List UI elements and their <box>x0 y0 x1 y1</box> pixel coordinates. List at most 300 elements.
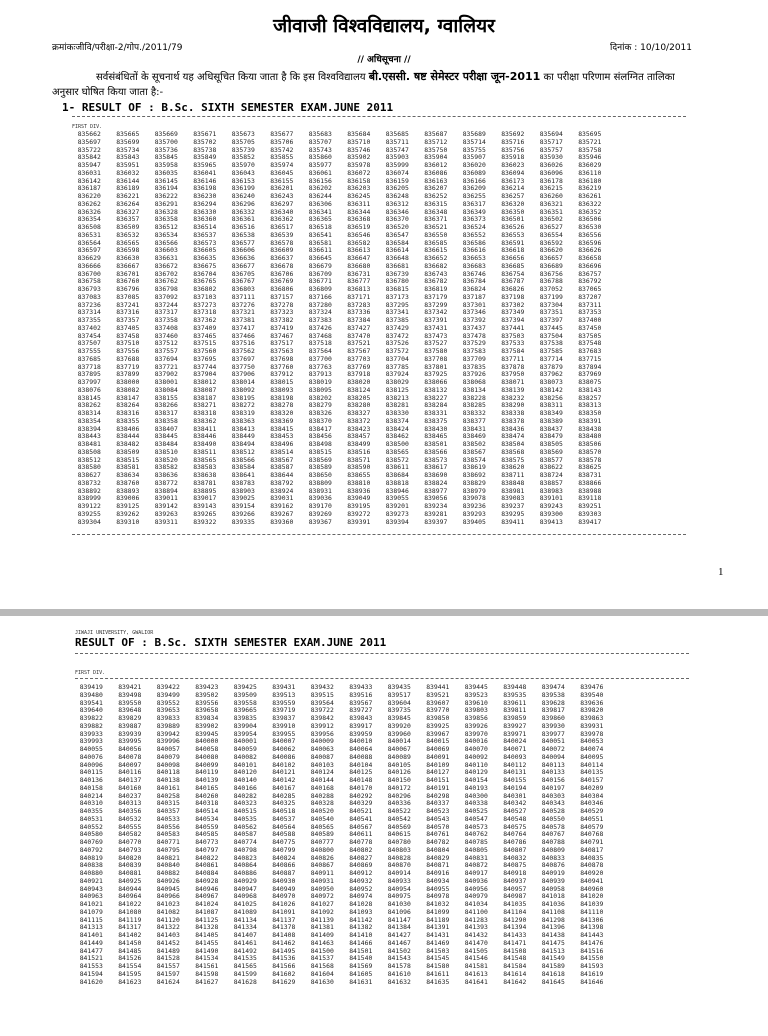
roll-number-cell: 836074 <box>385 168 409 177</box>
roll-number-cell: 839834 <box>195 714 219 722</box>
roll-number-cell: 840074 <box>580 745 604 753</box>
roll-number-cell: 840805 <box>464 845 488 854</box>
roll-number-cell: 838783 <box>231 478 255 487</box>
roll-number-cell: 837472 <box>385 331 409 340</box>
roll-number-cell: 841306 <box>580 915 604 924</box>
roll-number-cell: 836539 <box>270 230 294 239</box>
roll-number-cell: 839971 <box>503 729 527 738</box>
roll-number-cell: 838266 <box>154 401 178 410</box>
roll-number-cell: 837417 <box>231 323 255 332</box>
roll-number-cell: 836756 <box>539 269 563 278</box>
roll-number-cell: 836677 <box>231 261 255 270</box>
roll-number-cell: 838071 <box>501 378 525 386</box>
roll-number-cell: 837382 <box>270 316 294 324</box>
roll-number-cell: 837454 <box>77 331 101 340</box>
roll-number-cell: 840292 <box>349 791 373 800</box>
roll-number-cell: 837304 <box>539 300 563 309</box>
roll-number-cell: 837244 <box>154 300 178 309</box>
roll-number-cell: 836615 <box>424 246 448 255</box>
roll-number-cell: 836322 <box>578 199 602 208</box>
roll-number-cell: 840542 <box>387 814 411 823</box>
roll-number-cell: 837052 <box>539 285 563 293</box>
roll-number-cell: 839083 <box>501 494 525 503</box>
roll-number-cell: 839266 <box>231 509 255 518</box>
roll-number-cell: 837103 <box>193 292 217 301</box>
roll-number-cell: 841632 <box>387 977 411 986</box>
roll-number-cell: 840105 <box>387 760 411 769</box>
document-page-2 <box>0 616 768 1036</box>
roll-number-cell: 840585 <box>195 830 219 839</box>
roll-number-cell: 839162 <box>270 502 294 510</box>
roll-number-cell: 836598 <box>116 246 140 255</box>
roll-number-cell: 837517 <box>270 339 294 348</box>
roll-number-cell: 837458 <box>116 331 140 340</box>
roll-number-cell: 836222 <box>154 192 178 200</box>
roll-number-cell: 838946 <box>385 486 409 495</box>
roll-number-cell: 840550 <box>541 814 565 823</box>
roll-number-cell: 838510 <box>154 447 178 456</box>
roll-number-cell: 840555 <box>118 822 142 831</box>
roll-number-cell: 837408 <box>154 323 178 332</box>
roll-number-cell: 836705 <box>231 269 255 278</box>
roll-number-cell: 841501 <box>349 946 373 955</box>
roll-number-cell: 840521 <box>349 807 373 815</box>
roll-number-cell: 836264 <box>116 199 140 208</box>
roll-number-cell: 841290 <box>503 915 527 924</box>
roll-number-cell: 836813 <box>347 285 371 293</box>
roll-number-cell: 837355 <box>77 316 101 324</box>
roll-number-cell: 839419 <box>79 683 103 691</box>
roll-number-cell: 839860 <box>541 714 565 722</box>
roll-number-cell: 837409 <box>193 323 217 332</box>
roll-number-cell: 839476 <box>580 683 604 691</box>
roll-number-cell: 835721 <box>578 137 602 146</box>
roll-number-cell: 840076 <box>79 752 103 761</box>
roll-number-cell: 836311 <box>347 199 371 208</box>
roll-number-cell: 839960 <box>387 729 411 738</box>
roll-number-cell: 838358 <box>154 416 178 425</box>
roll-number-cell: 838634 <box>116 471 140 479</box>
roll-number-cell: 836344 <box>347 207 371 216</box>
roll-number-cell: 838565 <box>385 447 409 456</box>
roll-number-cell: 837714 <box>539 354 563 363</box>
roll-number-cell: 837563 <box>270 347 294 355</box>
roll-number-cell: 841120 <box>156 915 180 924</box>
roll-number-cell: 839996 <box>156 737 180 746</box>
roll-number-cell: 835907 <box>462 153 486 162</box>
roll-number-cell: 841477 <box>79 946 103 955</box>
roll-number-cell: 840097 <box>118 760 142 769</box>
roll-number-cell: 837925 <box>424 370 448 379</box>
roll-number-cell: 839006 <box>116 494 140 503</box>
roll-number-cell: 838575 <box>501 455 525 464</box>
roll-number-cell: 841526 <box>118 954 142 963</box>
roll-number-cell: 841023 <box>156 900 180 908</box>
roll-number-cell: 840101 <box>233 760 257 769</box>
roll-number-cell: 839417 <box>578 517 602 526</box>
roll-number-cell: 838281 <box>385 401 409 410</box>
roll-number-cell: 841125 <box>195 915 219 924</box>
roll-number-cell: 839904 <box>233 721 257 730</box>
roll-number-cell: 836158 <box>347 176 371 185</box>
roll-number-cell: 836706 <box>270 269 294 278</box>
roll-number-cell: 840071 <box>503 745 527 753</box>
roll-number-cell: 838437 <box>539 424 563 433</box>
roll-number-cell: 840000 <box>195 737 219 746</box>
roll-number-cell: 835758 <box>578 145 602 154</box>
roll-number-cell: 841536 <box>272 954 296 963</box>
roll-number-cell: 840987 <box>503 892 527 901</box>
roll-number-cell: 837341 <box>385 308 409 317</box>
roll-number-cell: 838453 <box>270 432 294 441</box>
roll-number-cell: 836592 <box>539 238 563 247</box>
roll-number-cell: 841635 <box>426 977 450 986</box>
roll-number-cell: 838732 <box>77 478 101 487</box>
roll-number-cell: 837688 <box>116 354 140 363</box>
roll-number-cell: 839856 <box>464 714 488 722</box>
roll-number-cell: 837835 <box>462 362 486 371</box>
roll-number-cell: 840310 <box>79 799 103 808</box>
roll-number-cell: 838462 <box>385 432 409 441</box>
roll-number-cell: 840552 <box>79 822 103 831</box>
roll-number-cell: 839665 <box>233 706 257 715</box>
roll-number-cell: 839959 <box>349 729 373 738</box>
roll-number-cell: 840055 <box>79 745 103 753</box>
roll-number-cell: 837385 <box>385 316 409 324</box>
roll-number-cell: 838256 <box>539 393 563 402</box>
roll-number-cell: 837503 <box>501 331 525 340</box>
roll-number-cell: 837533 <box>501 339 525 348</box>
roll-number-cell: 838479 <box>539 432 563 441</box>
roll-number-cell: 836257 <box>501 192 525 200</box>
reference-number: क्रमांकःजीवि/परीक्षा-2/गोप./2011/79 <box>52 43 183 53</box>
roll-number-cell: 840978 <box>426 892 450 901</box>
roll-number-cell: 840941 <box>580 876 604 885</box>
roll-number-cell: 840318 <box>195 799 219 808</box>
roll-number-cell: 836020 <box>462 161 486 169</box>
roll-number-cell: 837801 <box>424 362 448 371</box>
roll-number-cell: 839435 <box>387 683 411 691</box>
roll-number-cell: 836554 <box>539 230 563 239</box>
roll-number-cell: 841467 <box>387 938 411 947</box>
roll-number-cell: 836626 <box>578 246 602 255</box>
roll-number-cell: 841398 <box>580 923 604 932</box>
roll-number-cell: 840285 <box>272 791 296 800</box>
roll-number-cell: 836166 <box>462 176 486 185</box>
roll-number-cell: 838824 <box>424 478 448 487</box>
roll-number-cell: 838572 <box>385 455 409 464</box>
roll-number-cell: 836096 <box>539 168 563 177</box>
roll-number-cell: 841475 <box>541 938 565 947</box>
roll-number-cell: 838290 <box>501 401 525 410</box>
roll-number-cell: 841035 <box>503 900 527 908</box>
roll-number-cell: 840063 <box>310 745 334 753</box>
roll-number-cell: 837311 <box>578 300 602 309</box>
roll-number-cell: 840778 <box>349 838 373 846</box>
roll-number-cell: 841317 <box>118 923 142 932</box>
roll-number-cell: 840807 <box>503 845 527 854</box>
roll-number-cell: 838363 <box>231 416 255 425</box>
roll-number-cell: 840193 <box>464 783 488 792</box>
roll-number-cell: 836321 <box>539 199 563 208</box>
roll-number-cell: 839502 <box>195 690 219 699</box>
roll-number-cell: 836603 <box>154 246 178 255</box>
roll-number-cell: 840881 <box>118 869 142 877</box>
roll-number-cell: 837521 <box>347 339 371 348</box>
roll-number-cell: 836796 <box>116 285 140 293</box>
roll-number-cell: 840872 <box>464 861 488 870</box>
roll-number-cell: 836518 <box>308 223 332 231</box>
roll-number-cell: 841018 <box>541 892 565 901</box>
roll-number-cell: 841613 <box>464 969 488 978</box>
roll-number-cell: 840964 <box>118 892 142 901</box>
roll-number-cell: 841026 <box>272 900 296 908</box>
roll-number-cell: 836586 <box>462 238 486 247</box>
roll-number-cell: 840127 <box>426 768 450 777</box>
roll-number-cell: 840833 <box>541 853 565 862</box>
roll-number-cell: 839078 <box>462 494 486 503</box>
roll-number-cell: 840165 <box>195 783 219 792</box>
roll-number-cell: 841461 <box>233 938 257 947</box>
roll-number-cell: 837323 <box>270 308 294 317</box>
roll-number-cell: 838202 <box>308 393 332 402</box>
roll-number-cell: 836802 <box>193 285 217 293</box>
roll-number-cell: 836516 <box>231 223 255 231</box>
roll-number-cell: 836506 <box>578 215 602 224</box>
roll-number-cell: 839648 <box>118 706 142 715</box>
roll-number-cell: 836349 <box>462 207 486 216</box>
roll-number-cell: 838349 <box>539 409 563 417</box>
roll-number-cell: 837997 <box>77 378 101 386</box>
roll-number-cell: 840912 <box>349 869 373 877</box>
roll-number-cell: 838504 <box>501 440 525 448</box>
roll-number-cell: 841589 <box>541 962 565 970</box>
roll-number-cell: 840355 <box>79 807 103 815</box>
roll-number-cell: 841322 <box>156 923 180 932</box>
roll-number-cell: 840014 <box>387 737 411 746</box>
roll-number-cell: 840527 <box>503 807 527 815</box>
roll-number-cell: 836514 <box>193 223 217 231</box>
roll-number-cell: 838332 <box>462 409 486 417</box>
roll-number-cell: 835706 <box>270 137 294 146</box>
roll-number-cell: 838573 <box>424 455 448 464</box>
roll-number-cell: 838317 <box>154 409 178 417</box>
roll-number-cell: 840541 <box>349 814 373 823</box>
roll-number-cell: 838456 <box>308 432 332 441</box>
roll-number-cell: 835702 <box>193 137 217 146</box>
roll-number-cell: 840144 <box>310 776 334 784</box>
roll-number-cell: 840950 <box>310 884 334 893</box>
roll-number-cell: 838213 <box>385 393 409 402</box>
roll-number-cell: 836577 <box>231 238 255 247</box>
dashed-divider <box>75 678 689 679</box>
roll-number-cell: 835855 <box>270 153 294 162</box>
roll-number-cell: 841427 <box>387 931 411 939</box>
roll-number-cell: 838480 <box>578 432 602 441</box>
result-heading: RESULT OF : B.Sc. SIXTH SEMESTER EXAM.JUNE 2011 <box>75 636 387 649</box>
roll-number-cell: 838857 <box>539 478 563 487</box>
roll-number-cell: 840876 <box>541 861 565 870</box>
roll-number-cell: 839833 <box>156 714 180 722</box>
roll-number-cell: 836026 <box>539 161 563 169</box>
roll-number-cell: 836683 <box>462 261 486 270</box>
roll-number-cell: 836110 <box>578 168 602 177</box>
roll-number-cell: 838936 <box>347 486 371 495</box>
roll-number-cell: 836041 <box>193 168 217 177</box>
roll-number-cell: 839829 <box>118 714 142 722</box>
roll-number-cell: 841087 <box>195 907 219 916</box>
roll-number-cell: 838893 <box>116 486 140 495</box>
roll-number-cell: 838370 <box>308 416 332 425</box>
roll-number-cell: 838430 <box>424 424 448 433</box>
roll-number-cell: 840102 <box>272 760 296 769</box>
roll-number-cell: 840110 <box>464 760 488 769</box>
roll-number-cell: 841528 <box>156 954 180 963</box>
roll-number-cell: 840160 <box>118 783 142 792</box>
roll-number-cell: 836824 <box>462 285 486 293</box>
roll-number-cell: 841134 <box>233 915 257 924</box>
roll-number-cell: 840328 <box>310 799 334 808</box>
roll-number-cell: 840532 <box>118 814 142 823</box>
exam-name: बी.एससी. षष्ट सेमेस्टर परीक्षा जून-2011 <box>368 70 541 83</box>
table-row <box>70 519 686 527</box>
roll-number-cell: 835951 <box>116 161 140 169</box>
roll-number-cell: 838509 <box>116 447 140 456</box>
roll-number-cell: 839394 <box>385 517 409 526</box>
roll-number-cell: 840937 <box>503 876 527 885</box>
roll-number-cell: 840125 <box>349 768 373 777</box>
roll-number-cell: 836219 <box>578 184 602 193</box>
roll-number-cell: 838145 <box>77 393 101 402</box>
roll-number-cell: 839125 <box>116 502 140 510</box>
roll-number-cell: 836547 <box>385 230 409 239</box>
roll-number-cell: 841614 <box>503 969 527 978</box>
roll-number-cell: 840782 <box>426 838 450 846</box>
roll-number-cell: 840771 <box>156 838 180 846</box>
roll-number-cell: 838810 <box>347 478 371 487</box>
roll-number-cell: 840556 <box>156 822 180 831</box>
roll-number-cell: 837295 <box>385 300 409 309</box>
roll-number-cell: 838584 <box>231 463 255 472</box>
roll-number-cell: 839558 <box>233 698 257 707</box>
roll-number-cell: 840518 <box>272 807 296 815</box>
roll-number-cell: 839850 <box>426 714 450 722</box>
roll-number-cell: 836332 <box>231 207 255 216</box>
roll-number-cell: 840058 <box>195 745 219 753</box>
roll-number-cell: 840939 <box>541 876 565 885</box>
roll-number-cell: 841540 <box>349 954 373 963</box>
roll-number-cell: 840315 <box>156 799 180 808</box>
roll-number-cell: 840156 <box>541 776 565 784</box>
roll-number-cell: 838415 <box>270 424 294 433</box>
roll-number-cell: 836701 <box>116 269 140 278</box>
roll-number-cell: 840342 <box>503 799 527 808</box>
roll-number-cell: 838829 <box>462 478 486 487</box>
roll-number-cell: 836262 <box>77 199 101 208</box>
roll-number-cell: 838611 <box>385 463 409 472</box>
roll-number-cell: 840866 <box>272 861 296 870</box>
roll-number-cell: 837157 <box>270 292 294 301</box>
roll-number-cell: 836509 <box>116 223 140 231</box>
roll-number-cell: 839011 <box>154 494 178 503</box>
roll-number-cell: 836667 <box>116 261 140 270</box>
roll-number-cell: 837198 <box>501 292 525 301</box>
roll-number-cell: 840974 <box>349 892 373 901</box>
roll-number-cell: 837171 <box>347 292 371 301</box>
roll-number-cell: 840827 <box>349 853 373 862</box>
roll-number-cell: 841550 <box>580 954 604 963</box>
roll-number-cell: 836578 <box>270 238 294 247</box>
roll-number-cell: 838692 <box>462 471 486 479</box>
roll-number-cell: 837283 <box>347 300 371 309</box>
roll-number-cell: 838327 <box>347 409 371 417</box>
roll-number-cell: 837381 <box>231 316 255 324</box>
roll-number-cell: 837538 <box>539 339 563 348</box>
roll-number-cell: 839727 <box>349 706 373 715</box>
roll-number-cell: 841516 <box>580 946 604 955</box>
roll-number-cell: 838445 <box>154 432 178 441</box>
roll-number-cell: 841546 <box>464 954 488 963</box>
roll-number-cell: 840154 <box>464 776 488 784</box>
roll-number-cell: 841452 <box>156 938 180 947</box>
roll-number-cell: 840194 <box>503 783 527 792</box>
roll-number-cell: 840936 <box>464 876 488 885</box>
roll-number-cell: 838508 <box>77 447 101 456</box>
roll-number-cell: 841137 <box>272 915 296 924</box>
roll-number-cell: 836365 <box>308 215 332 224</box>
roll-number-cell: 837572 <box>385 347 409 355</box>
roll-number-cell: 839967 <box>426 729 450 738</box>
roll-number-cell: 838848 <box>501 478 525 487</box>
roll-number-cell: 836312 <box>385 199 409 208</box>
roll-number-cell: 837709 <box>462 354 486 363</box>
roll-number-cell: 837694 <box>154 354 178 363</box>
roll-number-cell: 838520 <box>154 455 178 464</box>
division-label: FIRST DIV. <box>72 124 103 130</box>
roll-number-cell: 839541 <box>79 698 103 707</box>
roll-number-cell: 835673 <box>231 130 255 138</box>
roll-number-cell: 838571 <box>347 455 371 464</box>
roll-number-cell: 841082 <box>156 907 180 916</box>
roll-number-cell: 836521 <box>424 223 448 231</box>
roll-number-cell: 840551 <box>580 814 604 823</box>
roll-number-cell: 836782 <box>424 277 448 286</box>
roll-number-cell: 838093 <box>270 385 294 394</box>
roll-number-cell: 837695 <box>193 354 217 363</box>
roll-number-cell: 836094 <box>501 168 525 177</box>
roll-number-cell: 838124 <box>347 385 371 394</box>
roll-number-cell: 837383 <box>308 316 332 324</box>
roll-number-cell: 841598 <box>195 969 219 978</box>
roll-number-cell: 841032 <box>426 900 450 908</box>
roll-number-cell: 840774 <box>233 838 257 846</box>
roll-number-cell: 835736 <box>154 145 178 154</box>
roll-number-cell: 837507 <box>77 339 101 348</box>
roll-number-cell: 837899 <box>116 370 140 379</box>
roll-number-cell: 841313 <box>79 923 103 932</box>
roll-number-cell: 839863 <box>580 714 604 722</box>
roll-number-cell: 836327 <box>116 207 140 216</box>
roll-number-cell: 836320 <box>501 199 525 208</box>
roll-number-cell: 836209 <box>462 184 486 193</box>
roll-number-cell: 840570 <box>426 822 450 831</box>
roll-number-cell: 838481 <box>77 440 101 448</box>
roll-number-cell: 839889 <box>156 721 180 730</box>
roll-number-cell: 839431 <box>272 683 296 691</box>
roll-number-cell: 840135 <box>580 768 604 777</box>
roll-number-cell: 837785 <box>385 362 409 371</box>
roll-number-cell: 839411 <box>501 517 525 526</box>
